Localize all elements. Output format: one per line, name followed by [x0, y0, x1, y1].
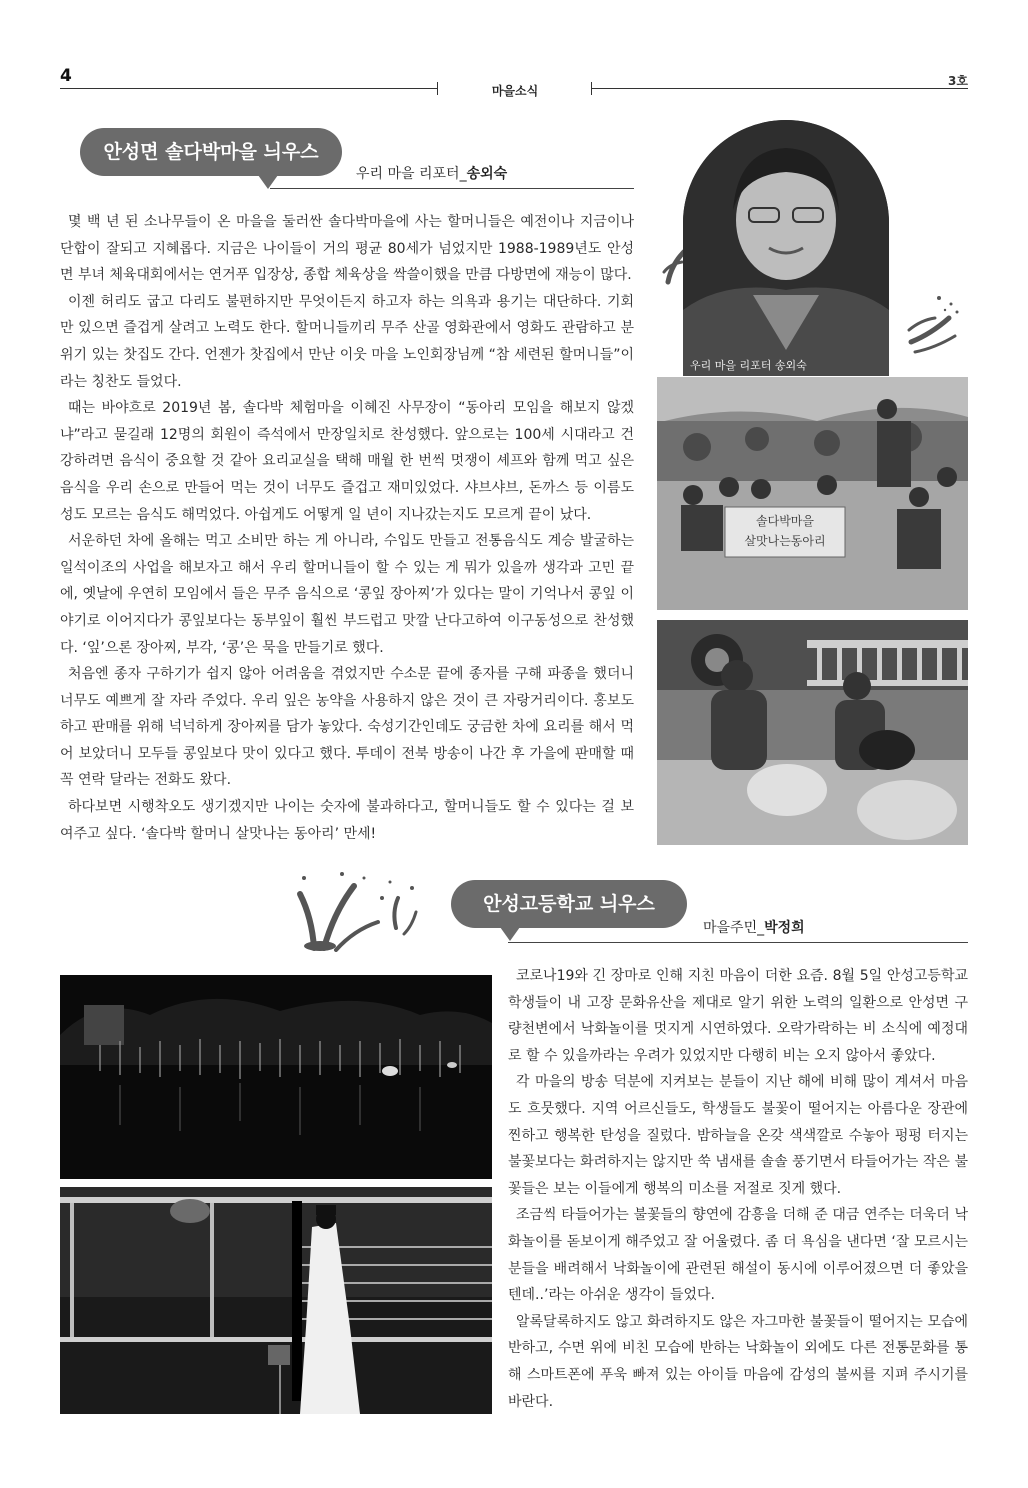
group-photo: [657, 377, 968, 610]
article1-paragraph: 처음엔 종자 구하기가 쉽지 않아 어려움을 겪었지만 수소문 끝에 종자를 구해 파종을 했더니 너무도 예쁘게 잘 자라 주었다. 우리 잎은 농약을 사용하지 않은 것이 큰 자랑거리이다. 홍보도 하고 판매를 위해 넉넉하게 장아찌를 담가 놓았다. 숙성기간인데도 궁금한 차에 요리를 해서 먹어 보았더니 모두들 콩잎보다 맛이 있다고 했다. 투데이 전북 방송이 나간 후 가을에 판매할 때 꼭 연락 달라는 전화도 왔다.: [60, 666, 634, 789]
reporter-portrait: [683, 120, 889, 376]
fireworks-river-photo: [60, 975, 492, 1179]
header-rule-right: [592, 88, 968, 89]
firework-icon: [294, 868, 420, 952]
article1-title-tail: [258, 175, 278, 189]
article2-title-tail: [500, 927, 520, 941]
article1-paragraph: 몇 백 년 된 소나무들이 온 마을을 둘러싼 솔다박마을에 사는 할머니들은 예전이나 지금이나 단합이 잘되고 지혜롭다. 지금은 나이들이 거의 평균 80세가 넘었지만 1988-1989년도 안성면 부녀 체육대회에서는 연거푸 입장상, 종합 체육상을 싹쓸이했을 만큼 다방면에 재능이 많다.: [60, 214, 634, 284]
article2-byline: 마을주민_박정희: [703, 920, 805, 936]
header-rule-left: [60, 88, 438, 89]
article2-title: 안성고등학교 늬우스: [451, 880, 687, 928]
article1-byline: 우리 마을 리포터_송외숙: [356, 166, 508, 182]
banner-text: 솔다박마을 살맛나는동아리: [744, 514, 826, 548]
article1-title: 안성면 솔다박마을 늬우스: [80, 128, 342, 176]
article1-paragraph: 하다보면 시행착오도 생기겠지만 나이는 숫자에 불과하다고, 할머니들도 할 수 있다는 걸 보여주고 싶다. ‘솔다박 할머니 살맛나는 동아리’ 만세!: [60, 799, 634, 842]
article1-paragraph: 때는 바야흐로 2019년 봄, 솔다박 체험마을 이혜진 사무장이 “동아리 모임을 해보지 않겠냐”라고 묻길래 12명의 회원이 즉석에서 만장일치로 찬성했다. 앞으로는 100세 시대라고 건강하려면 음식이 중요할 것 같아 요리교실을 택해 매월 한 번씩 멋쟁이 셰프와 함께 먹고 싶은 음식을 우리 손으로 만들어 먹는 것이 너무도 즐겁고 재미있었다. 샤브샤브, 돈까스 등 이름도 성도 모르는 음식도 해먹었다. 아쉽게도 어떻게 일 년이 지나갔는지도 모르게 끝이 났다.: [60, 400, 634, 523]
issue-number: 3호: [948, 74, 968, 88]
article1-body: [60, 209, 634, 847]
article1-rule: [270, 188, 634, 189]
article2-paragraph: 각 마을의 방송 덕분에 지켜보는 분들이 지난 해에 비해 많이 계셔서 마음도 흐뭇했다. 지역 어르신들도, 학생들도 불꽃이 떨어지는 아름다운 장관에 찐하고 행복한 탄성을 질렀다. 밤하늘을 온갖 색색깔로 수놓아 펑펑 터지는 불꽃보다는 화려하지는 않지만 쑥 냄새를 솔솔 풍기면서 타들어가는 작은 불꽃들은 보는 이들에게 행복의 미소를 저절로 짓게 했다.: [508, 1074, 968, 1197]
header-tick-left: [437, 82, 438, 95]
working-photo: [657, 620, 968, 845]
article1-paragraph: 서운하던 차에 올해는 먹고 소비만 하는 게 아니라, 수입도 만들고 전통음식도 계승 발굴하는 일석이조의 사업을 해보자고 해서 우리 할머니들이 할 수 있는 게 뭐가 있을까 생각과 고민 끝에, 옛날에 우연히 모임에서 들은 무주 음식으로 ‘콩잎 장아찌’가 있다는 말이 기억나서 콩잎 이야기로 이어지다가 콩잎보다는 동부잎이 훨씬 부드럽고 맛깔 난다고하여 이구동성으로 찬성했다. ‘잎’으론 장아찌, 부각, ‘콩’은 묵을 만들기로 했다.: [60, 533, 634, 656]
daegeum-performance-photo: [60, 1187, 492, 1414]
article2-rule: [508, 942, 968, 943]
article2-paragraph: 알록달록하지도 않고 화려하지도 않은 자그마한 불꽃들이 떨어지는 모습에 반하고, 수면 위에 비친 모습에 반하는 낙화놀이 외에도 다른 전통문화를 통해 스마트폰에 푸욱 빠져 있는 아이들 마음에 감성의 불씨를 지펴 주시기를 바란다.: [508, 1313, 968, 1410]
article2-paragraph: 조금씩 타들어가는 불꽃들의 향연에 감흥을 더해 준 대금 연주는 더욱더 낙화놀이를 돋보이게 해주었고 잘 어울렸다. 좀 더 욕심을 낸다면 ‘잘 모르시는 분들을 배려해서 낙화놀이에 관련된 해설이 동시에 이루어졌으면 더 좋았을 텐데..’라는 아쉬운 생각이 들었다.: [508, 1207, 968, 1304]
page-number: 4: [60, 66, 72, 86]
portrait-caption: 우리 마을 리포터 송외숙: [690, 359, 807, 372]
article2-paragraph: 코로나19와 긴 장마로 인해 지친 마음이 더한 요즘. 8월 5일 안성고등학교 학생들이 내 고장 문화유산을 제대로 알기 위한 노력의 일환으로 안성면 구량천변에서 낙화놀이를 멋지게 시연하였다. 오락가락하는 비 소식에 예정대로 할 수 있을까라는 우려가 있었지만 다행히 비는 오지 않아서 좋았다.: [508, 968, 968, 1064]
section-label: 마을소식: [491, 84, 539, 98]
article1-paragraph: 이젠 허리도 굽고 다리도 불편하지만 무엇이든지 하고자 하는 의욕과 용기는 대단하다. 기회만 있으면 즐겁게 살려고 노력도 한다. 할머니들끼리 무주 산골 영화관에서 영화도 관람하고 분위기 있는 찻집도 간다. 언젠가 찻집에서 만난 이웃 마을 노인회장님께 “참 세련된 할머니들”이라는 칭찬도 들었다.: [60, 293, 634, 390]
article2-body: [508, 963, 968, 1415]
firework-icon: [905, 290, 965, 356]
